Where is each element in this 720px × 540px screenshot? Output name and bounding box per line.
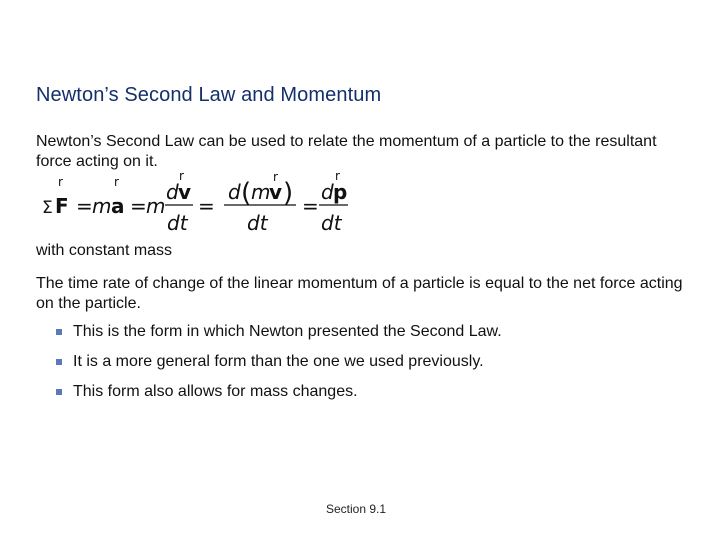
constant-mass-caption: with constant mass	[36, 242, 173, 259]
accel-vector-mark: r	[114, 175, 119, 189]
paren-open: (	[241, 178, 252, 208]
paren-close: )	[283, 178, 294, 208]
bullet-item	[56, 352, 502, 382]
square-bullet-icon	[56, 329, 62, 335]
dt-symbol-2: dt	[247, 211, 268, 235]
mass-symbol-3: m	[251, 180, 271, 204]
d-symbol-3: d	[321, 180, 334, 204]
d-symbol-1: d	[166, 180, 179, 204]
sigma-symbol: Σ	[42, 198, 53, 218]
equals-2: =	[130, 194, 147, 218]
summary-text: The time rate of change of the linear momentum of a particle is equal to the net force acting on the particle.	[36, 275, 683, 312]
force-symbol: F	[55, 194, 69, 218]
momentum-vector-mark: r	[335, 169, 340, 183]
momentum-equation	[40, 169, 350, 236]
accel-symbol: a	[111, 194, 125, 218]
slide-title: Newton’s Second Law and Momentum	[36, 84, 382, 106]
intro-text: Newton’s Second Law can be used to relate the momentum of a particle to the resultant force acting on it.	[36, 133, 657, 170]
velocity-vector-mark-1: r	[179, 169, 184, 183]
bullet-item	[56, 322, 502, 352]
equals-1: =	[76, 194, 93, 218]
d-symbol-2: d	[228, 180, 241, 204]
square-bullet-icon	[56, 389, 62, 395]
velocity-vector-mark-2: r	[273, 170, 278, 184]
momentum-symbol: p	[333, 180, 348, 204]
force-vector-mark: r	[58, 175, 63, 189]
bullet-text: It is a more general form than the one we used previously.	[73, 353, 484, 370]
square-bullet-icon	[56, 359, 62, 365]
bullet-item	[56, 382, 502, 412]
dt-symbol-3: dt	[321, 211, 342, 235]
dt-symbol-1: dt	[167, 211, 188, 235]
mass-symbol-2: m	[146, 194, 166, 218]
velocity-symbol-2: v	[269, 180, 283, 204]
equals-3: =	[198, 194, 215, 218]
velocity-symbol-1: v	[178, 180, 192, 204]
bullet-text: This is the form in which Newton presented the Second Law.	[73, 323, 502, 340]
bullet-list	[56, 322, 502, 412]
bullet-text: This form also allows for mass changes.	[73, 383, 358, 400]
equals-4: =	[302, 194, 319, 218]
equation-svg	[40, 169, 350, 236]
mass-symbol-1: m	[92, 194, 112, 218]
section-footer: Section 9.1	[326, 502, 387, 516]
